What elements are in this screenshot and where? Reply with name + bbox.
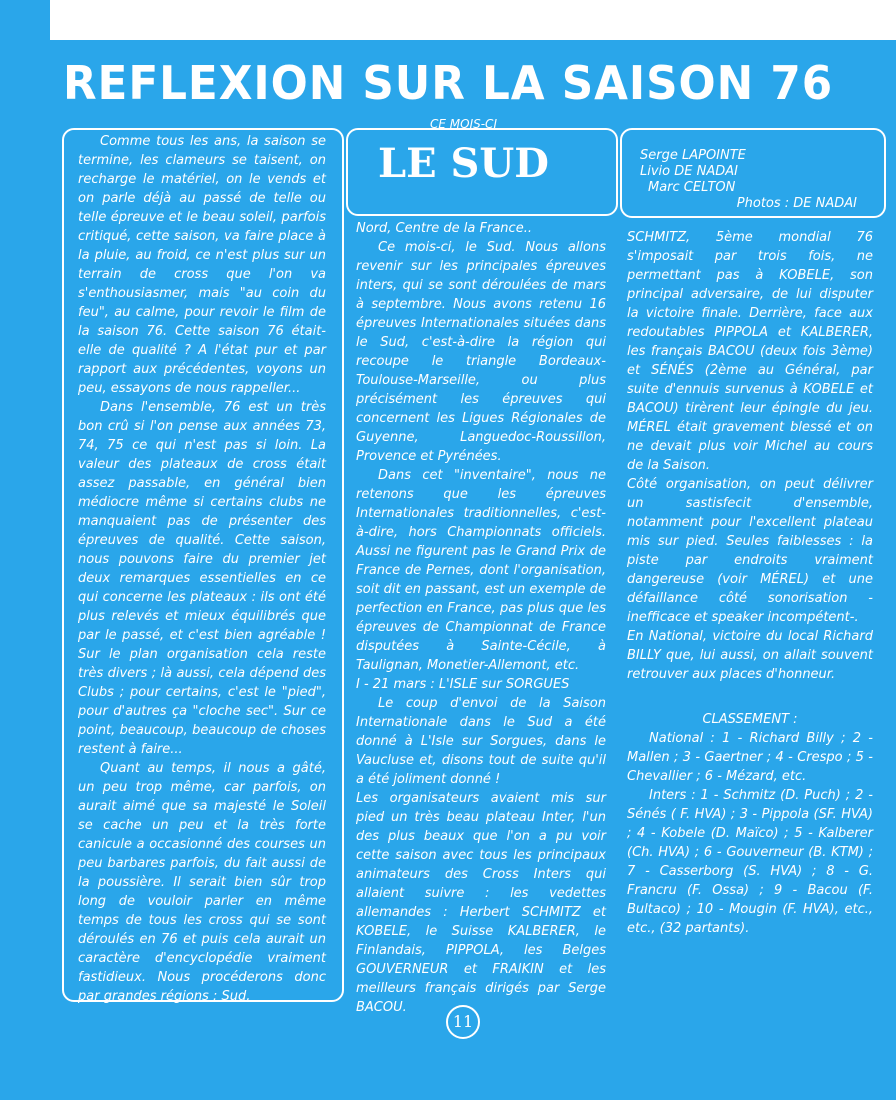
column-2 bbox=[356, 219, 606, 1017]
region-title: LE SUD bbox=[378, 140, 549, 187]
credit-author-3: Marc CELTON bbox=[648, 180, 736, 195]
col2-paragraph-1: Nord, Centre de la France.. bbox=[356, 221, 532, 236]
credit-author-1: Serge LAPOINTE bbox=[640, 148, 746, 163]
subtitle: CE MOIS-CI bbox=[430, 117, 497, 131]
credit-photos: Photos : DE NADAI bbox=[736, 196, 857, 211]
col3-paragraph-3: En National, victoire du local Richard BILLY que, lui aussi, on allait souvent retrouver aux places d'honneur. bbox=[627, 629, 873, 682]
col2-paragraph-3: Dans cet "inventaire", nous ne retenons que les épreuves Internationales traditionnelles, c'est-à-dire, hors Championnats officiels. Aussi ne figurent pas le Grand Prix de France de Pernes, dont l'organisation, soit dit en passant, est un exemple de perfection en France, pas plus que les épreuves de Championnat de France disputées à Sainte-Cécile, à Taulignan, Monetier-Allemont, etc. bbox=[356, 468, 606, 673]
col1-paragraph-1: Comme tous les ans, la saison se termine, les clameurs se taisent, on recharge le matériel, on le vends et on parle déjà au passé de telle ou telle épreuve et le beau soleil, parfois critiqué, cette saison, va faire place à la pluie, au froid, ce n'est plus sur un terrain de cross que l'on va s'enthousiasmer, mais "au coin du feu", au calme, pour revoir le film de la saison 76. Cette saison 76 était-elle de qualité ? A l'état pur et par rapport aux précédentes, voyons un peu, essayons de nous rappeller... bbox=[78, 134, 326, 396]
header-frame bbox=[346, 128, 618, 216]
classement-inters: Inters : 1 - Schmitz (D. Puch) ; 2 - Sénés ( F. HVA) ; 3 - Pippola (SF. HVA) ; 4 - Kobele (D. Maïco) ; 5 - Kalberer (Ch. HVA) ; 6 - Gouverneur (B. KTM) ; 7 - Casserborg (S. HVA) ; 8 - G. Francru (F. Ossa) ; 9 - Bacou (F. Bultaco) ; 10 - Mougin (F. HVA), etc., etc., (32 partants). bbox=[627, 788, 873, 936]
col3-paragraph-2: Côté organisation, on peut délivrer un sastisfecit d'ensemble, notamment pour l'excellent plateau mis sur pied. Seules faiblesses : la piste par endroits vraiment dangereuse (voir MÉREL) et une défaillance côté sonorisation -inefficace et speaker incompétent-. bbox=[627, 477, 873, 625]
col1-paragraph-2: Dans l'ensemble, 76 est un très bon crû si l'on pense aux années 73, 74, 75 ce qui n'est pas si loin. La valeur des plateaux de cross était assez passable, en général bien médiocre même si certains clubs ne manquaient pas de présenter des épreuves de qualité. Cette saison, nous pouvons faire du premier jet deux remarques essentielles en ce qui concerne les plateaux : ils ont été plus relevés et mieux équilibrés que par le passé, et c'est bien agréable ! Sur le plan organisation cela reste très divers ; là aussi, cela dépend des Clubs ; pour certains, c'est le "pied", pour d'autres ça "cloche sec". Sur ce point, beaucoup, beaucoup de choses restent à faire... bbox=[78, 400, 326, 757]
classement-national: National : 1 - Richard Billy ; 2 - Mallen ; 3 - Gaertner ; 4 - Crespo ; 5 - Chevallier ; 6 - Mézard, etc. bbox=[627, 731, 873, 784]
col2-paragraph-5: Le coup d'envoi de la Saison Internationale dans le Sud a été donné à L'Isle sur Sorgues, dans le Vaucluse et, disons tout de suite qu'il a été joliment donné ! bbox=[356, 696, 606, 787]
col1-paragraph-3: Quant au temps, il nous a gâté, un peu trop même, car parfois, on aurait aimé que sa majesté le Soleil se cache un peu et la très forte canicule a occasionné des courses un peu barbares parfois, du fait aussi de la poussière. Il serait bien sûr trop long de vouloir parler en même temps de tous les cross qui se sont déroulés en 76 et puis cela aurait un caractère d'encyclopédie vraiment fastidieux. Nous procéderons donc par grandes régions : Sud, bbox=[78, 761, 326, 1004]
column-1 bbox=[78, 132, 326, 1006]
col2-paragraph-6: Les organisateurs avaient mis sur pied un très beau plateau Inter, l'un des plus beaux que l'on a pu voir cette saison avec tous les principaux animateurs des Cross Inters qui allaient suivre : les vedettes allemandes : Herbert SCHMITZ et KOBELE, le Suisse KALBERER, le Finlandais, PIPPOLA, les Belges GOUVERNEUR et FRAIKIN et les meilleurs français dirigés par Serge BACOU. bbox=[356, 791, 606, 1015]
credits bbox=[640, 148, 865, 212]
credit-author-2: Livio DE NADAI bbox=[640, 164, 738, 179]
column-3 bbox=[627, 228, 873, 938]
page-title: REFLEXION SUR LA SAISON 76 bbox=[62, 56, 834, 110]
col2-paragraph-2: Ce mois-ci, le Sud. Nous allons revenir sur les principales épreuves inters, qui se sont déroulées de mars à septembre. Nous avons retenu 16 épreuves Internationales situées dans le Sud, c'est-à-dire la région qui recoupe le triangle Bordeaux-Toulouse-Marseille, ou plus précisément les épreuves qui concernent les Ligues Régionales de Guyenne, Languedoc-Roussillon, Provence et Pyrénées. bbox=[356, 240, 606, 464]
col2-section-heading: I - 21 mars : L'ISLE sur SORGUES bbox=[356, 677, 570, 692]
col3-paragraph-1: SCHMITZ, 5ème mondial 76 s'imposait par trois fois, ne permettant pas à KOBELE, son principal adversaire, de lui disputer la victoire finale. Derrière, face aux redoutables PIPPOLA et KALBERER, les français BACOU (deux fois 3ème) et SÉNÉS (2ème au Général, par suite d'ennuis survenus à KOBELE et BACOU) tirèrent leur épingle du jeu. MÉREL était gravement blessé et on ne devait plus voir Michel au cours de la Saison. bbox=[627, 230, 873, 473]
classement-title: CLASSEMENT : bbox=[702, 712, 798, 727]
page-number: 11 bbox=[446, 1005, 480, 1039]
